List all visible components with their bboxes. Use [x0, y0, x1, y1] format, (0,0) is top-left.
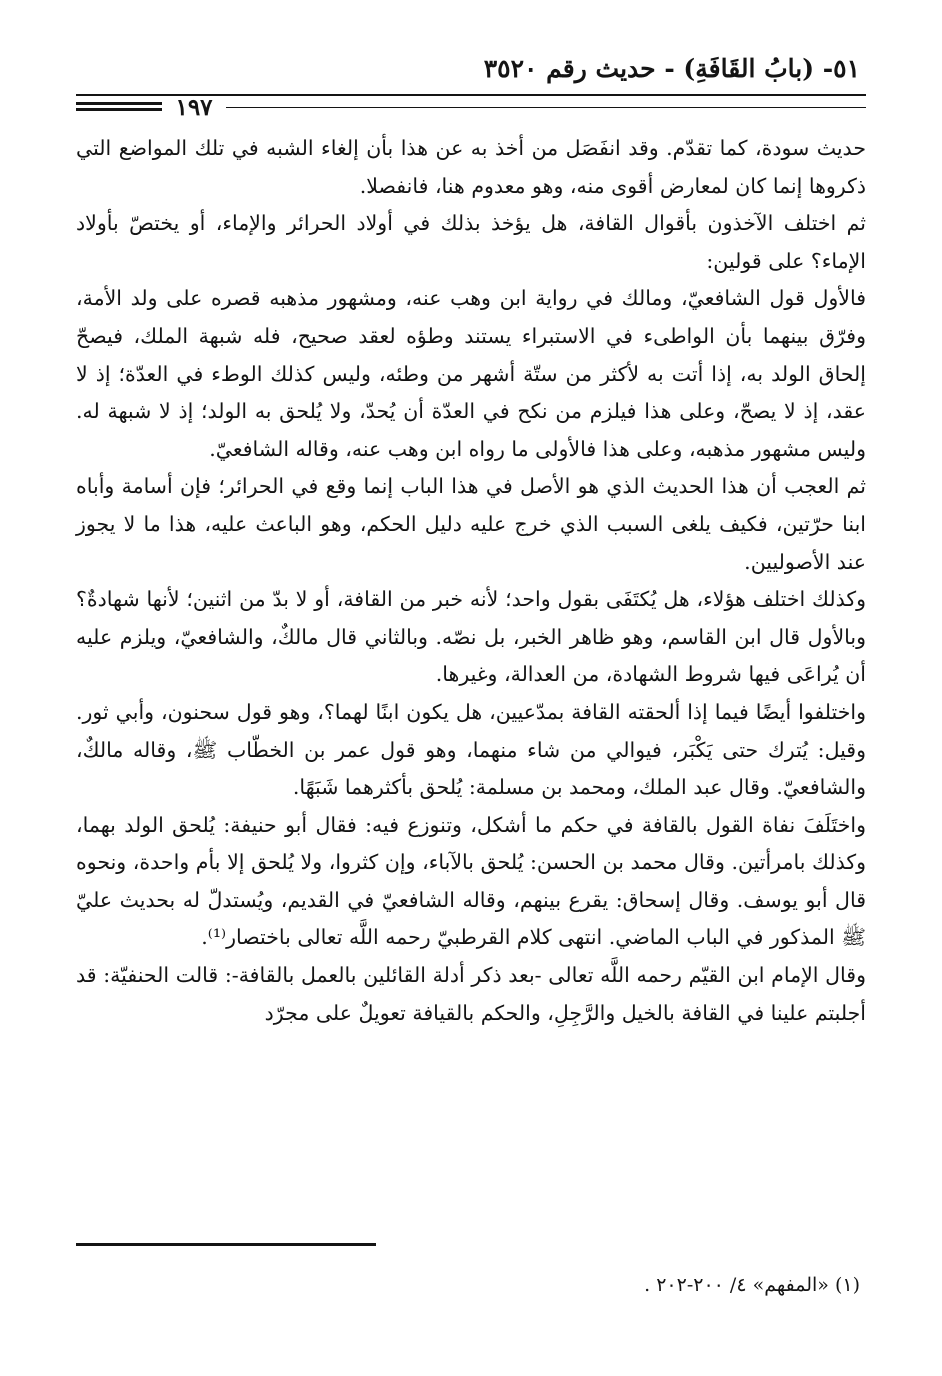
footnote-rule [76, 1243, 376, 1246]
paragraph: حديث سودة، كما تقدّم. وقد انفَصَل من أخذ به عن هذا بأن إلغاء الشبه في تلك المواضع التي ذكروها إنما كان لمعارض أقوى منه، وهو معدوم هنا، فانفصلا. [76, 136, 866, 198]
paragraph: فالأول قول الشافعيّ، ومالك في رواية ابن وهب عنه، ومشهور مذهبه قصره على ولد الأمة، وفرّق بينهما بأن الواطىء في الاستبراء يستند وطؤه لعقد صحيح، فله شبهة الملك، فيصحّ إلحاق الولد به، إذا أتت به لأكثر من ستّة أشهر من وطئه، وليس كذلك الوطء في العدّة؛ إذ لا عقد، إذ لا يصحّ، وعلى هذا فيلزم من نكح في العدّة أن يُحدّ، ولا يُلحق به الولد؛ إذ لا شبهة له. وليس مشهور مذهبه، وعلى هذا فالأولى ما رواه ابن وهب عنه، وقاله الشافعيّ. [76, 286, 866, 461]
running-head: ٥١- (بابُ القَافَةِ) - حديث رقم ٣٥٢٠ [483, 54, 860, 83]
paragraph: ثم العجب أن هذا الحديث الذي هو الأصل في هذا الباب إنما وقع في الحرائر؛ فإن أسامة وأباه ابنا حرّتين، فكيف يلغى السبب الذي خرج عليه دليل الحكم، وهو الباعث عليه، هذا ما لا يجوز عند الأصوليين. [76, 474, 866, 574]
paragraph: وقال الإمام ابن القيّم رحمه اللَّه تعالى -بعد ذكر أدلة القائلين بالعمل بالقافة-: قالت الحنفيّة: قد أجلبتم علينا في القافة بالخيل والرَّجِلِ، والحكم بالقيافة تعويلٌ على مجرّد [76, 963, 866, 1025]
paragraph: ثم اختلف الآخذون بأقوال القافة، هل يؤخذ بذلك في أولاد الحرائر والإماء، أو يختصّ بأولاد الإماء؟ على قولين: [76, 211, 866, 273]
paragraph: واختلفوا أيضًا فيما إذا ألحقته القافة بمدّعيين، هل يكون ابنًا لهما؟، وهو قول سحنون، وأبي ثور. وقيل: يُترك حتى يَكْبَر، فيوالي من شاء منهما، وهو قول عمر بن الخطّاب ﷺ، وقاله مالكٌ، والشافعيّ. وقال عبد الملك، ومحمد بن مسلمة: يُلحق بأكثرهما شَبَهًا. [76, 699, 866, 800]
page-number: ١٩٧ [175, 94, 213, 121]
body-text [76, 130, 866, 1032]
paragraph: وكذلك اختلف هؤلاء، هل يُكتَفَى بقول واحد؛ لأنه خبر من القافة، أو لا بدّ من اثنين؛ لأنها شهادةٌ؟ وبالأول قال ابن القاسم، وهو ظاهر الخبر، بل نصّه. وبالثاني قال مالكٌ، والشافعيّ، ويلزم عليه أن يُراعَى فيها شروط الشهادة، من العدالة، وغيرها. [76, 587, 866, 687]
footnote: (١) «المفهم» ٤/ ٢٠٠-٢٠٢ . [644, 1274, 860, 1296]
paragraph: واختَلَفَ نفاة القول بالقافة في حكم ما أشكل، وتنوزع فيه: فقال أبو حنيفة: يُلحق الولد بهما، وكذلك بامرأتين. وقال محمد بن الحسن: يُلحق بالآباء، وإن كثروا، ولا يُلحق إلا بأم واحدة، ونحوه قال أبو يوسف. وقال إسحاق: يقرع بينهم، وقاله الشافعيّ في القديم، ويُستدلّ له بحديث عليّ ﷺ المذكور في الباب الماضي. انتهى كلام القرطبيّ رحمه اللَّه تعالى باختصار⁽¹⁾. [76, 812, 866, 950]
page-number-row [76, 96, 866, 122]
header-rule [226, 107, 866, 108]
page-header [76, 52, 866, 96]
double-rule [76, 102, 162, 111]
book-page [76, 52, 866, 1352]
